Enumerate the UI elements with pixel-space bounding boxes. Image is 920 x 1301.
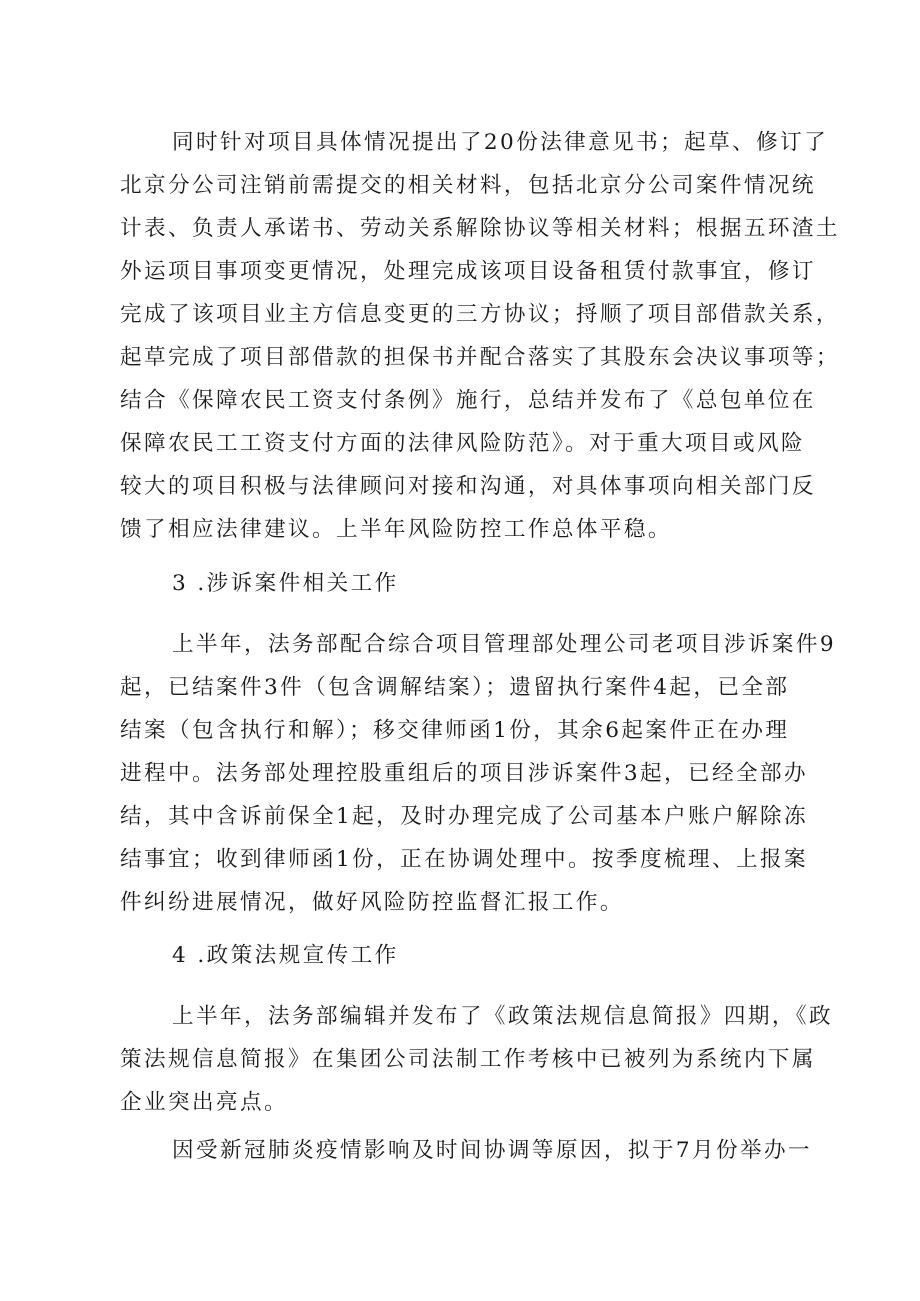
paragraph-line: 外运项目事项变更情况，处理完成该项目设备租赁付款事宜，修订 — [120, 259, 816, 284]
paragraph-line: 结，其中含诉前保全1起，及时办理完成了公司基本户账户解除冻 — [120, 804, 808, 829]
paragraph-line: 计表、负责人承诺书、劳动关系解除协议等相关材料；根据五环渣土 — [120, 216, 840, 241]
paragraph-line: 因受新冠肺炎疫情影响及时间协调等原因，拟于7月份举办一 — [172, 1138, 812, 1163]
paragraph-line: 馈了相应法律建议。上半年风险防控工作总体平稳。 — [120, 517, 672, 542]
paragraph-line: 起草完成了项目部借款的担保书并配合落实了其股东会决议事项等； — [120, 345, 840, 370]
paragraph-line: 结事宜；收到律师函1份，正在协调处理中。按季度梳理、上报案 — [120, 847, 808, 872]
paragraph-line: 企业突出亮点。 — [120, 1090, 288, 1115]
paragraph-line: 进程中。法务部处理控股重组后的项目涉诉案件3起，已经全部办 — [120, 761, 808, 786]
paragraph-line: 结合《保障农民工资支付条例》施行，总结并发布了《总包单位在 — [120, 388, 816, 413]
paragraph-line: 保障农民工工资支付方面的法律风险防范》。对于重大项目或风险 — [120, 431, 806, 456]
paragraph-line: 结案（包含执行和解）；移交律师函1份，其余6起案件正在办理 — [120, 718, 790, 743]
paragraph-line: 北京分公司注销前需提交的相关材料，包括北京分公司案件情况统 — [120, 173, 816, 198]
paragraph-line: 较大的项目积极与法律顾问对接和沟通，对具体事项向相关部门反 — [120, 474, 816, 499]
paragraph-line: 同时针对项目具体情况提出了20份法律意见书；起草、修订了 — [172, 130, 829, 155]
section-heading: 3 .涉诉案件相关工作 — [172, 571, 399, 596]
paragraph-line: 完成了该项目业主方信息变更的三方协议；捋顺了项目部借款关系， — [120, 302, 840, 327]
paragraph-line: 件纠纷进展情况，做好风险防控监督汇报工作。 — [120, 890, 624, 915]
paragraph-line: 上半年，法务部配合综合项目管理部处理公司老项目涉诉案件9 — [172, 632, 836, 657]
paragraph-line: 起，已结案件3件（包含调解结案）；遗留执行案件4起，已全部 — [120, 675, 790, 700]
paragraph-line: 策法规信息简报》在集团公司法制工作考核中已被列为系统内下属 — [120, 1047, 816, 1072]
paragraph-line: 上半年，法务部编辑并发布了《政策法规信息简报》四期，《政 — [172, 1004, 834, 1029]
section-heading: 4 .政策法规宣传工作 — [172, 943, 399, 968]
